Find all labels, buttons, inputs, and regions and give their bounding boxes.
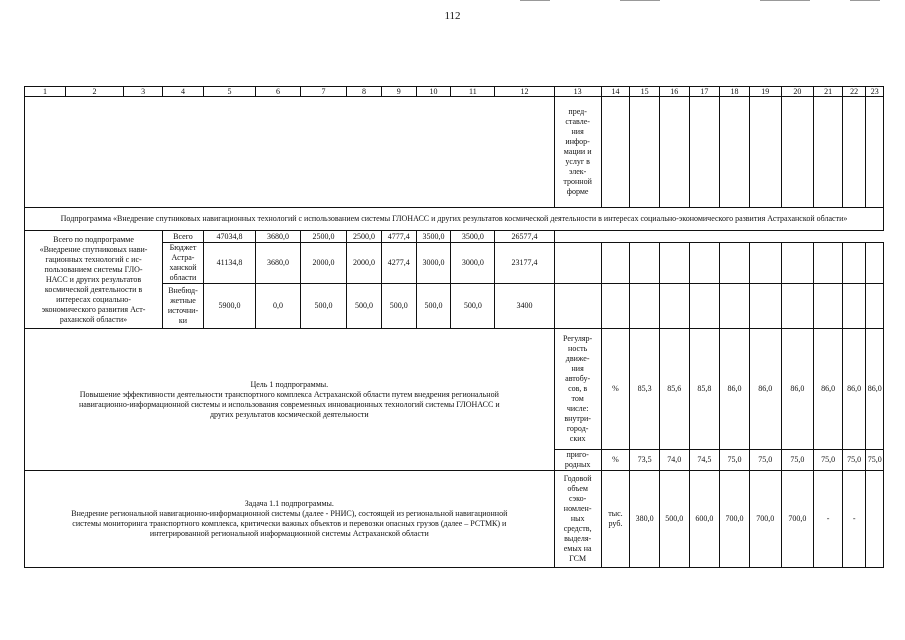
column-number: 8: [347, 87, 382, 97]
empty-cell: [689, 243, 720, 284]
indicator-value: 75,0: [720, 450, 750, 471]
funding-value: 500,0: [381, 284, 416, 329]
funding-value: 3400: [495, 284, 554, 329]
indicator-value: 75,0: [749, 450, 781, 471]
goal-title: Цель 1 подпрограммы. Повышение эффективности деятельности транспортного комплекса Астраханской области путем внедрения региональной навигационно-информационной системы и использования современных инновационных технологий системы ГЛОНАСС и других результатов космической деятельности: [25, 329, 555, 471]
funding-source: Бюджет Астра- ханской области: [163, 243, 204, 284]
funding-value: 3680,0: [256, 243, 301, 284]
column-number: 9: [381, 87, 416, 97]
column-number: 1: [25, 87, 66, 97]
column-number: 3: [124, 87, 163, 97]
column-number: 10: [416, 87, 451, 97]
column-number: 23: [866, 87, 884, 97]
column-number: 18: [720, 87, 750, 97]
page-number: 112: [444, 10, 461, 22]
program-table: [24, 86, 884, 568]
funding-value: 500,0: [416, 284, 451, 329]
empty-cell: [866, 284, 884, 329]
indicator-value: 700,0: [749, 471, 781, 568]
empty-cell: [25, 97, 555, 208]
empty-cell: [749, 243, 781, 284]
indicator-value: 75,0: [781, 450, 814, 471]
funding-source: Всего: [163, 231, 204, 243]
scan-artifact: [850, 0, 880, 1]
indicator-value: 74,5: [689, 450, 720, 471]
empty-cell: [749, 284, 781, 329]
column-number: 11: [451, 87, 495, 97]
funding-value: 0,0: [256, 284, 301, 329]
funding-value: 23177,4: [495, 243, 554, 284]
empty-cell: [689, 284, 720, 329]
funding-value: 2500,0: [301, 231, 347, 243]
column-number: 12: [495, 87, 554, 97]
indicator-value: 75,0: [814, 450, 843, 471]
scan-artifact: [620, 0, 660, 1]
funding-value: 26577,4: [495, 231, 554, 243]
funding-value: 500,0: [451, 284, 495, 329]
indicator-value: 75,0: [866, 450, 884, 471]
column-number: 16: [659, 87, 689, 97]
indicator-value: 700,0: [781, 471, 814, 568]
column-number: 15: [630, 87, 660, 97]
subprogram-title: Подпрограмма «Внедрение спутниковых навигационных технологий с использованием системы ГЛОНАСС и других результатов космической деятельности в интересах социально-экономического развития Астраханской области»: [25, 208, 884, 231]
indicator-value: 86,0: [749, 329, 781, 450]
column-number: 21: [814, 87, 843, 97]
indicator-value: 86,0: [842, 329, 866, 450]
column-number: 17: [689, 87, 720, 97]
column-number: 2: [65, 87, 123, 97]
column-number: 19: [749, 87, 781, 97]
indicator-value: 85,3: [630, 329, 660, 450]
empty-cell: [749, 97, 781, 208]
indicator-value: 73,5: [630, 450, 660, 471]
funding-value: 3500,0: [416, 231, 451, 243]
empty-cell: [720, 97, 750, 208]
goal-row-1: [25, 329, 884, 450]
indicator-cell: Регуляр- ность движе- ния автобу- сов, в том числе: внутри- город- ских: [554, 329, 601, 450]
funding-value: 2000,0: [301, 243, 347, 284]
funding-name: Всего по подпрограмме «Внедрение спутниковых нави- гационных технологий с ис- пользованием системы ГЛО- НАСС и других результатов космической деятельности в интересах социально- экономического развития Аст- раханской области»: [25, 231, 163, 329]
empty-cell: [630, 284, 660, 329]
indicator-value: -: [814, 471, 843, 568]
indicator-value: 85,8: [689, 329, 720, 450]
scan-artifact: [520, 0, 550, 1]
indicator-value: 86,0: [866, 329, 884, 450]
empty-cell: [781, 97, 814, 208]
indicator-value: 500,0: [659, 471, 689, 568]
indicator-cell: Годовой объем сэко- номлен- ных средств, выделя- емых на ГСМ: [554, 471, 601, 568]
empty-cell: [601, 97, 630, 208]
indicator-value: 600,0: [689, 471, 720, 568]
column-number: 20: [781, 87, 814, 97]
indicator-value: -: [842, 471, 866, 568]
unit-cell: тыс. руб.: [601, 471, 630, 568]
indicator-value: 75,0: [842, 450, 866, 471]
empty-cell: [814, 284, 843, 329]
presentation-row: [25, 97, 884, 208]
indicator-cell: приго- родных: [554, 450, 601, 471]
empty-cell: [781, 284, 814, 329]
funding-value: 3000,0: [451, 243, 495, 284]
empty-cell: [720, 243, 750, 284]
funding-value: 4777,4: [381, 231, 416, 243]
funding-value: 5900,0: [203, 284, 255, 329]
empty-cell: [720, 284, 750, 329]
column-number: 5: [203, 87, 255, 97]
funding-value: 3500,0: [451, 231, 495, 243]
empty-cell: [601, 284, 630, 329]
funding-value: 500,0: [301, 284, 347, 329]
column-number: 4: [163, 87, 204, 97]
indicator-value: 86,0: [720, 329, 750, 450]
indicator-value: [866, 471, 884, 568]
funding-value: 2500,0: [347, 231, 382, 243]
funding-value: 3000,0: [416, 243, 451, 284]
empty-cell: [842, 243, 866, 284]
column-number: 6: [256, 87, 301, 97]
indicator-cell: пред- ставле- ния инфор- мации и услуг в элек- тронной форме: [554, 97, 601, 208]
empty-cell: [659, 284, 689, 329]
funding-value: 41134,8: [203, 243, 255, 284]
funding-value: 500,0: [347, 284, 382, 329]
column-number: 22: [842, 87, 866, 97]
empty-cell: [601, 243, 630, 284]
task-title: Задача 1.1 подпрограммы. Внедрение региональной навигационно-информационной системы (далее - РНИС), состоящей из региональной навигационной системы мониторинга транспортного комплекса, критически важных объектов и перевозки опасных грузов (далее – РСТМК) и интегрированной региональной информационной системы Астраханской области: [25, 471, 555, 568]
column-number: 13: [554, 87, 601, 97]
empty-cell: [630, 97, 660, 208]
empty-cell: [689, 97, 720, 208]
indicator-value: 86,0: [781, 329, 814, 450]
empty-cell: [659, 97, 689, 208]
empty-cell: [554, 231, 883, 243]
empty-cell: [554, 284, 601, 329]
funding-value: 3680,0: [256, 231, 301, 243]
indicator-value: 700,0: [720, 471, 750, 568]
column-number: 14: [601, 87, 630, 97]
empty-cell: [554, 243, 601, 284]
indicator-value: 380,0: [630, 471, 660, 568]
unit-cell: %: [601, 329, 630, 450]
empty-cell: [630, 243, 660, 284]
funding-value: 47034,8: [203, 231, 255, 243]
funding-source: Внебюд- жетные источни- ки: [163, 284, 204, 329]
empty-cell: [814, 243, 843, 284]
scan-artifact: [760, 0, 810, 1]
column-number-row: [25, 87, 884, 97]
unit-cell: %: [601, 450, 630, 471]
task-row: [25, 471, 884, 568]
empty-cell: [659, 243, 689, 284]
empty-cell: [814, 97, 843, 208]
empty-cell: [866, 97, 884, 208]
empty-cell: [842, 284, 866, 329]
indicator-value: 85,6: [659, 329, 689, 450]
funding-total-row: [25, 231, 884, 243]
empty-cell: [866, 243, 884, 284]
funding-value: 4277,4: [381, 243, 416, 284]
column-number: 7: [301, 87, 347, 97]
indicator-value: 74,0: [659, 450, 689, 471]
subprogram-row: [25, 208, 884, 231]
empty-cell: [781, 243, 814, 284]
funding-value: 2000,0: [347, 243, 382, 284]
empty-cell: [842, 97, 866, 208]
indicator-value: 86,0: [814, 329, 843, 450]
